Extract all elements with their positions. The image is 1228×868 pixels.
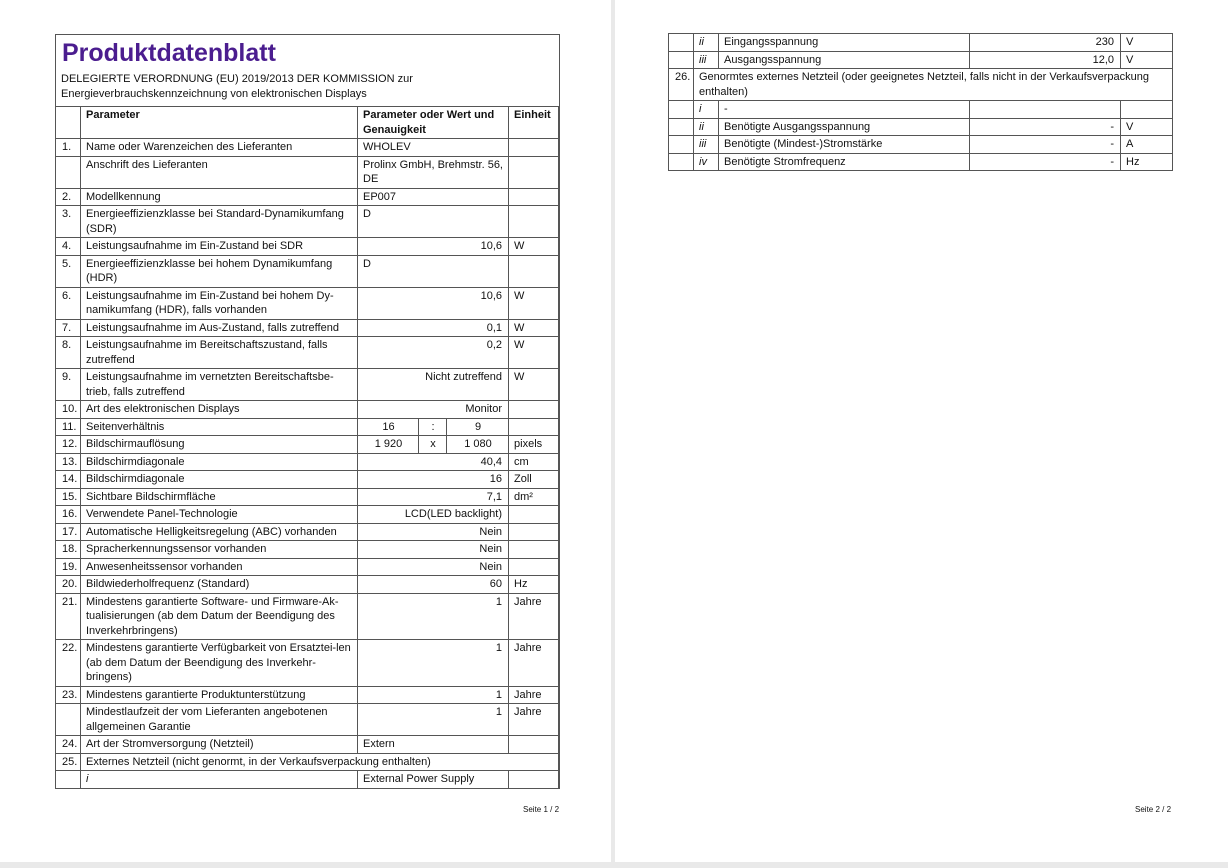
row-value: Nicht zutreffend [358, 369, 509, 401]
row-label: Mindestlaufzeit der vom Lieferanten angebotenen allgemeinen Garantie [81, 704, 358, 736]
table-row [56, 558, 559, 576]
row-number [56, 156, 81, 188]
table-row [56, 188, 559, 206]
row-unit [509, 188, 559, 206]
sub-roman: i [81, 771, 358, 789]
row-value: - [970, 136, 1121, 154]
row-value: Monitor [358, 401, 509, 419]
header-unit: Einheit [509, 107, 559, 139]
row-unit [509, 418, 559, 436]
table-row [56, 418, 559, 436]
row-unit [1121, 101, 1173, 119]
table-row [56, 206, 559, 238]
row-unit [509, 558, 559, 576]
row-value: - [970, 118, 1121, 136]
row-label: Mindestens garantierte Produktunterstützung [81, 686, 358, 704]
row-value: D [358, 255, 509, 287]
document-page-1 [0, 0, 611, 862]
row-number [56, 704, 81, 736]
row-value: D [358, 206, 509, 238]
row-separator: : [419, 418, 447, 436]
row-number: 18. [56, 541, 81, 559]
table-row [56, 506, 559, 524]
row-unit [509, 506, 559, 524]
row-label: Eingangsspannung [719, 34, 970, 52]
row-label: Mindestens garantierte Software- und Firmware-Ak-tualisierungen (ab dem Datum der Beendigung des Inverkehrbringens) [81, 593, 358, 640]
row-label: Bildschirmdiagonale [81, 471, 358, 489]
sub-unit [509, 771, 559, 789]
row-label: Bildwiederholfrequenz (Standard) [81, 576, 358, 594]
row-number: 9. [56, 369, 81, 401]
row-number: 13. [56, 453, 81, 471]
row-label: Spracherkennungssensor vorhanden [81, 541, 358, 559]
row-number: 6. [56, 287, 81, 319]
row-label: Art der Stromversorgung (Netzteil) [81, 736, 358, 754]
table-row [56, 686, 559, 704]
row-value: LCD(LED backlight) [358, 506, 509, 524]
table-row [669, 153, 1173, 171]
row-number: 23. [56, 686, 81, 704]
row-number: 3. [56, 206, 81, 238]
row-label: Anwesenheitssensor vorhanden [81, 558, 358, 576]
row-unit [509, 255, 559, 287]
row-number-empty [669, 118, 694, 136]
table-row [56, 156, 559, 188]
row-number-empty [669, 153, 694, 171]
row-unit: W [509, 369, 559, 401]
table-row [56, 453, 559, 471]
row-number-empty [669, 136, 694, 154]
row-unit [509, 523, 559, 541]
row-number: 4. [56, 238, 81, 256]
row-unit [509, 139, 559, 157]
row-value-1: 16 [358, 418, 419, 436]
row-number: 5. [56, 255, 81, 287]
row-value: - [970, 153, 1121, 171]
header-value: Parameter oder Wert und Genauigkeit [358, 107, 509, 139]
row-number: 11. [56, 418, 81, 436]
row-label: Mindestens garantierte Verfügbarkeit von Ersatztei-len (ab dem Datum der Beendigung des Inverkehr-bringens) [81, 640, 358, 687]
row-unit: pixels [509, 436, 559, 454]
row-number: 1. [56, 139, 81, 157]
row-number: 25. [56, 753, 81, 771]
parameter-table-continued [668, 33, 1173, 171]
row-value: 0,2 [358, 337, 509, 369]
table-row [669, 34, 1173, 52]
row-label: Benötigte Stromfrequenz [719, 153, 970, 171]
row-unit: V [1121, 34, 1173, 52]
table-row [56, 287, 559, 319]
row-number: 2. [56, 188, 81, 206]
parameter-table [55, 106, 559, 789]
row-number: 17. [56, 523, 81, 541]
table-row [56, 593, 559, 640]
table-row [56, 436, 559, 454]
row-label: Modellkennung [81, 188, 358, 206]
row-number: 10. [56, 401, 81, 419]
table-row [669, 136, 1173, 154]
table-row [56, 736, 559, 754]
table-row [669, 101, 1173, 119]
table-row [56, 640, 559, 687]
row-unit: dm² [509, 488, 559, 506]
row-label: Bildschirmauflösung [81, 436, 358, 454]
row-unit: Hz [509, 576, 559, 594]
table-row [669, 118, 1173, 136]
row-number-empty [669, 34, 694, 52]
row-roman: i [694, 101, 719, 119]
row-value: Nein [358, 541, 509, 559]
row-value: 7,1 [358, 488, 509, 506]
row-value: 10,6 [358, 287, 509, 319]
row-unit [509, 541, 559, 559]
row-separator: x [419, 436, 447, 454]
row-number: 15. [56, 488, 81, 506]
row-value: 60 [358, 576, 509, 594]
row-label: Externes Netzteil (nicht genormt, in der Verkaufsverpackung enthalten) [81, 753, 559, 771]
table-row [56, 541, 559, 559]
row-value: EP007 [358, 188, 509, 206]
table-row [56, 523, 559, 541]
table-row [669, 51, 1173, 69]
row-label: Benötigte (Mindest-)Stromstärke [719, 136, 970, 154]
row-value: Nein [358, 558, 509, 576]
row-value: 1 [358, 704, 509, 736]
row-number: 26. [669, 69, 694, 101]
row-label: Leistungsaufnahme im Ein-Zustand bei SDR [81, 238, 358, 256]
row-unit: cm [509, 453, 559, 471]
row-value: Extern [358, 736, 509, 754]
row-unit [509, 736, 559, 754]
page-title: Produktdatenblatt [62, 39, 276, 67]
row-value: 10,6 [358, 238, 509, 256]
header-parameter: Parameter [81, 107, 358, 139]
row-unit [509, 156, 559, 188]
row-label: Benötigte Ausgangsspannung [719, 118, 970, 136]
subtitle-line-1: DELEGIERTE VERORDNUNG (EU) 2019/2013 DER KOMMISSION zur [61, 73, 413, 85]
row-value: 0,1 [358, 319, 509, 337]
row-label: Sichtbare Bildschirmfläche [81, 488, 358, 506]
table-row-sub [56, 771, 559, 789]
row-roman: iii [694, 136, 719, 154]
row-value-2: 9 [447, 418, 509, 436]
row-value: Nein [358, 523, 509, 541]
row-label: Leistungsaufnahme im Bereitschaftszustand, falls zutreffend [81, 337, 358, 369]
row-number: 7. [56, 319, 81, 337]
datasheet-box [55, 34, 560, 789]
table-row [56, 401, 559, 419]
row-number-empty [669, 101, 694, 119]
row-roman: ii [694, 34, 719, 52]
table-row [56, 488, 559, 506]
row-value: Prolinx GmbH, Brehmstr. 56, DE [358, 156, 509, 188]
row-unit: V [1121, 51, 1173, 69]
table-row [56, 369, 559, 401]
row-label: Bildschirmdiagonale [81, 453, 358, 471]
row-label: Leistungsaufnahme im Aus-Zustand, falls zutreffend [81, 319, 358, 337]
header-number-cell [56, 107, 81, 139]
row-unit: W [509, 287, 559, 319]
row-roman: iii [694, 51, 719, 69]
table-row [56, 238, 559, 256]
row-label: Name oder Warenzeichen des Lieferanten [81, 139, 358, 157]
row-unit: Jahre [509, 704, 559, 736]
row-value: 16 [358, 471, 509, 489]
row-label: Art des elektronischen Displays [81, 401, 358, 419]
row-number: 14. [56, 471, 81, 489]
table-row [56, 139, 559, 157]
row-number: 21. [56, 593, 81, 640]
row-value: 230 [970, 34, 1121, 52]
row-unit: Jahre [509, 640, 559, 687]
row-label: Energieeffizienzklasse bei Standard-Dynamikumfang (SDR) [81, 206, 358, 238]
row-number-empty [56, 771, 81, 789]
row-label: Ausgangsspannung [719, 51, 970, 69]
table-row [669, 69, 1173, 101]
row-number: 16. [56, 506, 81, 524]
row-value: 1 [358, 640, 509, 687]
table-header-row [56, 107, 559, 139]
document-page-2 [615, 0, 1228, 862]
row-unit: Hz [1121, 153, 1173, 171]
row-number: 8. [56, 337, 81, 369]
row-unit: Jahre [509, 686, 559, 704]
row-unit: W [509, 238, 559, 256]
row-unit: V [1121, 118, 1173, 136]
row-label: - [719, 101, 970, 119]
row-label: Anschrift des Lieferanten [81, 156, 358, 188]
row-label: Genormtes externes Netzteil (oder geeignetes Netzteil, falls nicht in der Verkaufsverpackung enthalten) [694, 69, 1173, 101]
row-number: 22. [56, 640, 81, 687]
row-unit: Jahre [509, 593, 559, 640]
row-value: 1 [358, 686, 509, 704]
row-roman: ii [694, 118, 719, 136]
regulation-subtitle [56, 69, 559, 106]
row-number: 19. [56, 558, 81, 576]
row-label: Leistungsaufnahme im Ein-Zustand bei hohem Dy-namikumfang (HDR), falls vorhanden [81, 287, 358, 319]
row-value-1: 1 920 [358, 436, 419, 454]
row-value-2: 1 080 [447, 436, 509, 454]
row-number-empty [669, 51, 694, 69]
row-value [970, 101, 1121, 119]
sub-label: External Power Supply [358, 771, 509, 789]
table-row [56, 471, 559, 489]
page-footer-2: Seite 2 / 2 [1135, 805, 1172, 814]
table-row [56, 576, 559, 594]
row-label: Verwendete Panel-Technologie [81, 506, 358, 524]
row-number: 24. [56, 736, 81, 754]
row-label: Energieeffizienzklasse bei hohem Dynamikumfang (HDR) [81, 255, 358, 287]
row-unit: A [1121, 136, 1173, 154]
table-row [56, 337, 559, 369]
row-number: 12. [56, 436, 81, 454]
subtitle-line-2: Energieverbrauchskennzeichnung von elektronischen Displays [61, 88, 367, 100]
row-value: 1 [358, 593, 509, 640]
row-unit: W [509, 337, 559, 369]
table-row [56, 704, 559, 736]
table-row [56, 255, 559, 287]
row-unit: Zoll [509, 471, 559, 489]
row-unit [509, 401, 559, 419]
row-value: 40,4 [358, 453, 509, 471]
row-label: Automatische Helligkeitsregelung (ABC) vorhanden [81, 523, 358, 541]
row-number: 20. [56, 576, 81, 594]
row-label: Seitenverhältnis [81, 418, 358, 436]
table-row [56, 319, 559, 337]
table-row [56, 753, 559, 771]
row-roman: iv [694, 153, 719, 171]
page-footer-1: Seite 1 / 2 [523, 805, 560, 814]
row-unit [509, 206, 559, 238]
row-label: Leistungsaufnahme im vernetzten Bereitschaftsbe-trieb, falls zutreffend [81, 369, 358, 401]
row-value: 12,0 [970, 51, 1121, 69]
row-value: WHOLEV [358, 139, 509, 157]
row-unit: W [509, 319, 559, 337]
